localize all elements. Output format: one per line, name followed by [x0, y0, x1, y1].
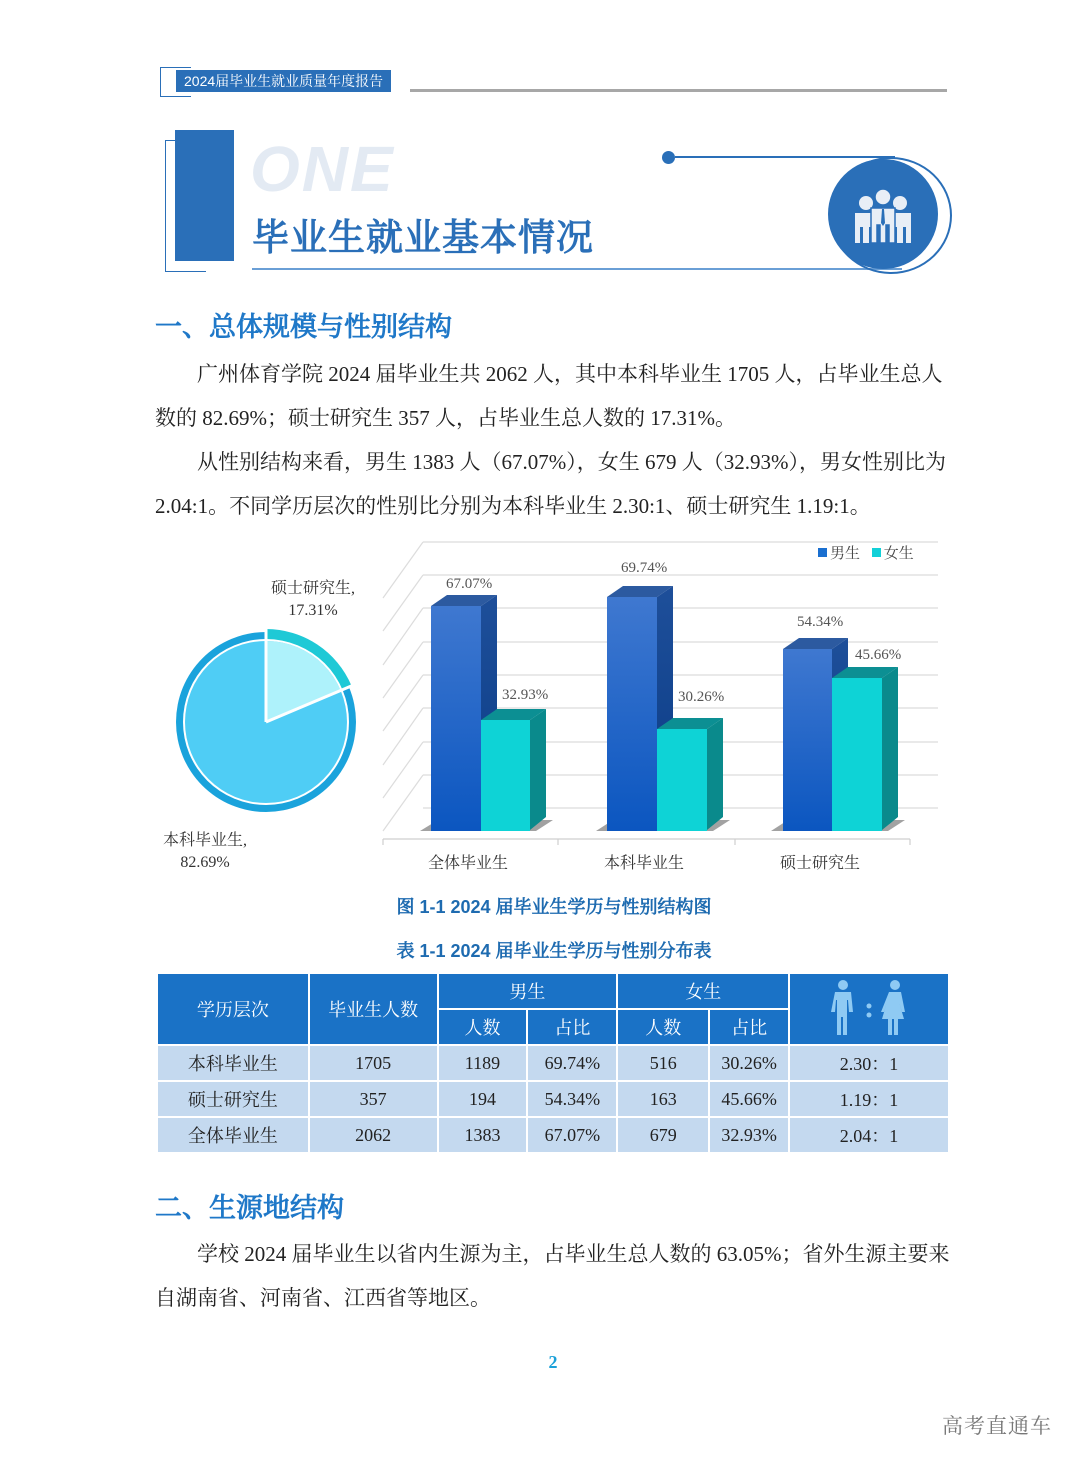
cell-gender-ratio: 2.30：1 — [790, 1046, 948, 1080]
cell-male-pct: 67.07% — [528, 1118, 616, 1152]
bar-label-all-male: 67.07% — [446, 576, 493, 592]
cell-male-pct: 54.34% — [528, 1082, 616, 1116]
chart-legend — [818, 542, 914, 563]
banner-connector-line — [675, 156, 895, 158]
header-rule — [410, 89, 947, 92]
banner-icon-circle — [828, 159, 938, 269]
table-row — [158, 1118, 948, 1152]
table-row — [158, 1046, 948, 1080]
gender-distribution-table — [156, 972, 950, 1154]
cell-female-count: 163 — [618, 1082, 708, 1116]
banner-underline — [252, 268, 902, 270]
cell-level: 全体毕业生 — [158, 1118, 308, 1152]
figure-caption: 图 1-1 2024 届毕业生学历与性别结构图 — [396, 897, 712, 917]
bar-label-master-female: 45.66% — [855, 647, 902, 663]
cell-total: 357 — [310, 1082, 437, 1116]
male-female-ratio-icon — [829, 977, 909, 1037]
cell-total: 2062 — [310, 1118, 437, 1152]
cell-gender-ratio: 1.19：1 — [790, 1082, 948, 1116]
cell-male-count: 194 — [439, 1082, 527, 1116]
bar-category-bachelor: 本科毕业生 — [604, 855, 685, 872]
cell-female-pct: 30.26% — [710, 1046, 788, 1080]
bar-label-bachelor-male: 69.74% — [621, 560, 668, 576]
header-level: 学历层次 — [158, 974, 308, 1044]
cell-male-pct: 69.74% — [528, 1046, 616, 1080]
bar-label-bachelor-female: 30.26% — [678, 689, 725, 705]
header-female-count: 人数 — [618, 1010, 708, 1044]
pie-label-bachelor: 本科毕业生, 82.69% — [162, 832, 247, 871]
header-gender-ratio — [790, 974, 948, 1044]
pie-label-master: 硕士研究生, 17.31% — [270, 580, 355, 619]
cell-female-count: 516 — [618, 1046, 708, 1080]
bar-label-all-female: 32.93% — [502, 687, 549, 703]
pie-chart — [168, 624, 364, 820]
header-male-ratio: 占比 — [528, 1010, 616, 1044]
header-female: 女生 — [618, 974, 788, 1008]
section1-paragraph2: 从性别结构来看，男生 1383 人（67.07%），女生 679 人（32.93%），男女性别比为 2.04:1。不同学历层次的性别比分别为本科毕业生 2.30:1、硕士研究生 1.19:1。 — [155, 450, 946, 518]
header-total: 毕业生人数 — [310, 974, 437, 1044]
watermark: 高考直通车 — [942, 1415, 1052, 1438]
cell-level: 硕士研究生 — [158, 1082, 308, 1116]
report-title-tag: 2024届毕业生就业质量年度报告 — [176, 70, 391, 92]
banner-dot — [662, 151, 675, 164]
section1-heading: 一、总体规模与性别结构 — [155, 312, 452, 342]
cell-total: 1705 — [310, 1046, 437, 1080]
section-number: ONE — [250, 133, 395, 205]
header-male: 男生 — [439, 974, 617, 1008]
legend-label-male: 男生 — [830, 546, 861, 562]
cell-gender-ratio: 2.04：1 — [790, 1118, 948, 1152]
section2-paragraph1: 学校 2024 届毕业生以省内生源为主，占毕业生总人数的 63.05%；省外生源主要来自湖南省、河南省、江西省等地区。 — [155, 1242, 950, 1310]
cell-level: 本科毕业生 — [158, 1046, 308, 1080]
page-number: 2 — [548, 1352, 558, 1372]
people-group-icon — [828, 159, 938, 269]
legend-label-female: 女生 — [883, 546, 914, 562]
legend-swatch-female — [872, 548, 881, 557]
cell-female-count: 679 — [618, 1118, 708, 1152]
cell-female-pct: 45.66% — [710, 1082, 788, 1116]
header-male-count: 人数 — [439, 1010, 527, 1044]
table-caption: 表 1-1 2024 届毕业生学历与性别分布表 — [396, 941, 712, 961]
cell-male-count: 1189 — [439, 1046, 527, 1080]
legend-swatch-male — [818, 548, 827, 557]
cell-female-pct: 32.93% — [710, 1118, 788, 1152]
section-title: 毕业生就业基本情况 — [252, 217, 594, 258]
header-female-ratio: 占比 — [710, 1010, 788, 1044]
banner-color-block — [175, 130, 234, 261]
bar-category-master: 硕士研究生 — [780, 855, 861, 872]
section1-paragraph1: 广州体育学院 2024 届毕业生共 2062 人，其中本科毕业生 1705 人，占毕业生总人数的 82.69%；硕士研究生 357 人，占毕业生总人数的 17.31%。 — [155, 362, 943, 430]
cell-male-count: 1383 — [439, 1118, 527, 1152]
section2-heading: 二、生源地结构 — [155, 1193, 344, 1223]
table-row — [158, 1082, 948, 1116]
bar-category-all: 全体毕业生 — [428, 855, 509, 872]
bar-label-master-male: 54.34% — [797, 614, 844, 630]
